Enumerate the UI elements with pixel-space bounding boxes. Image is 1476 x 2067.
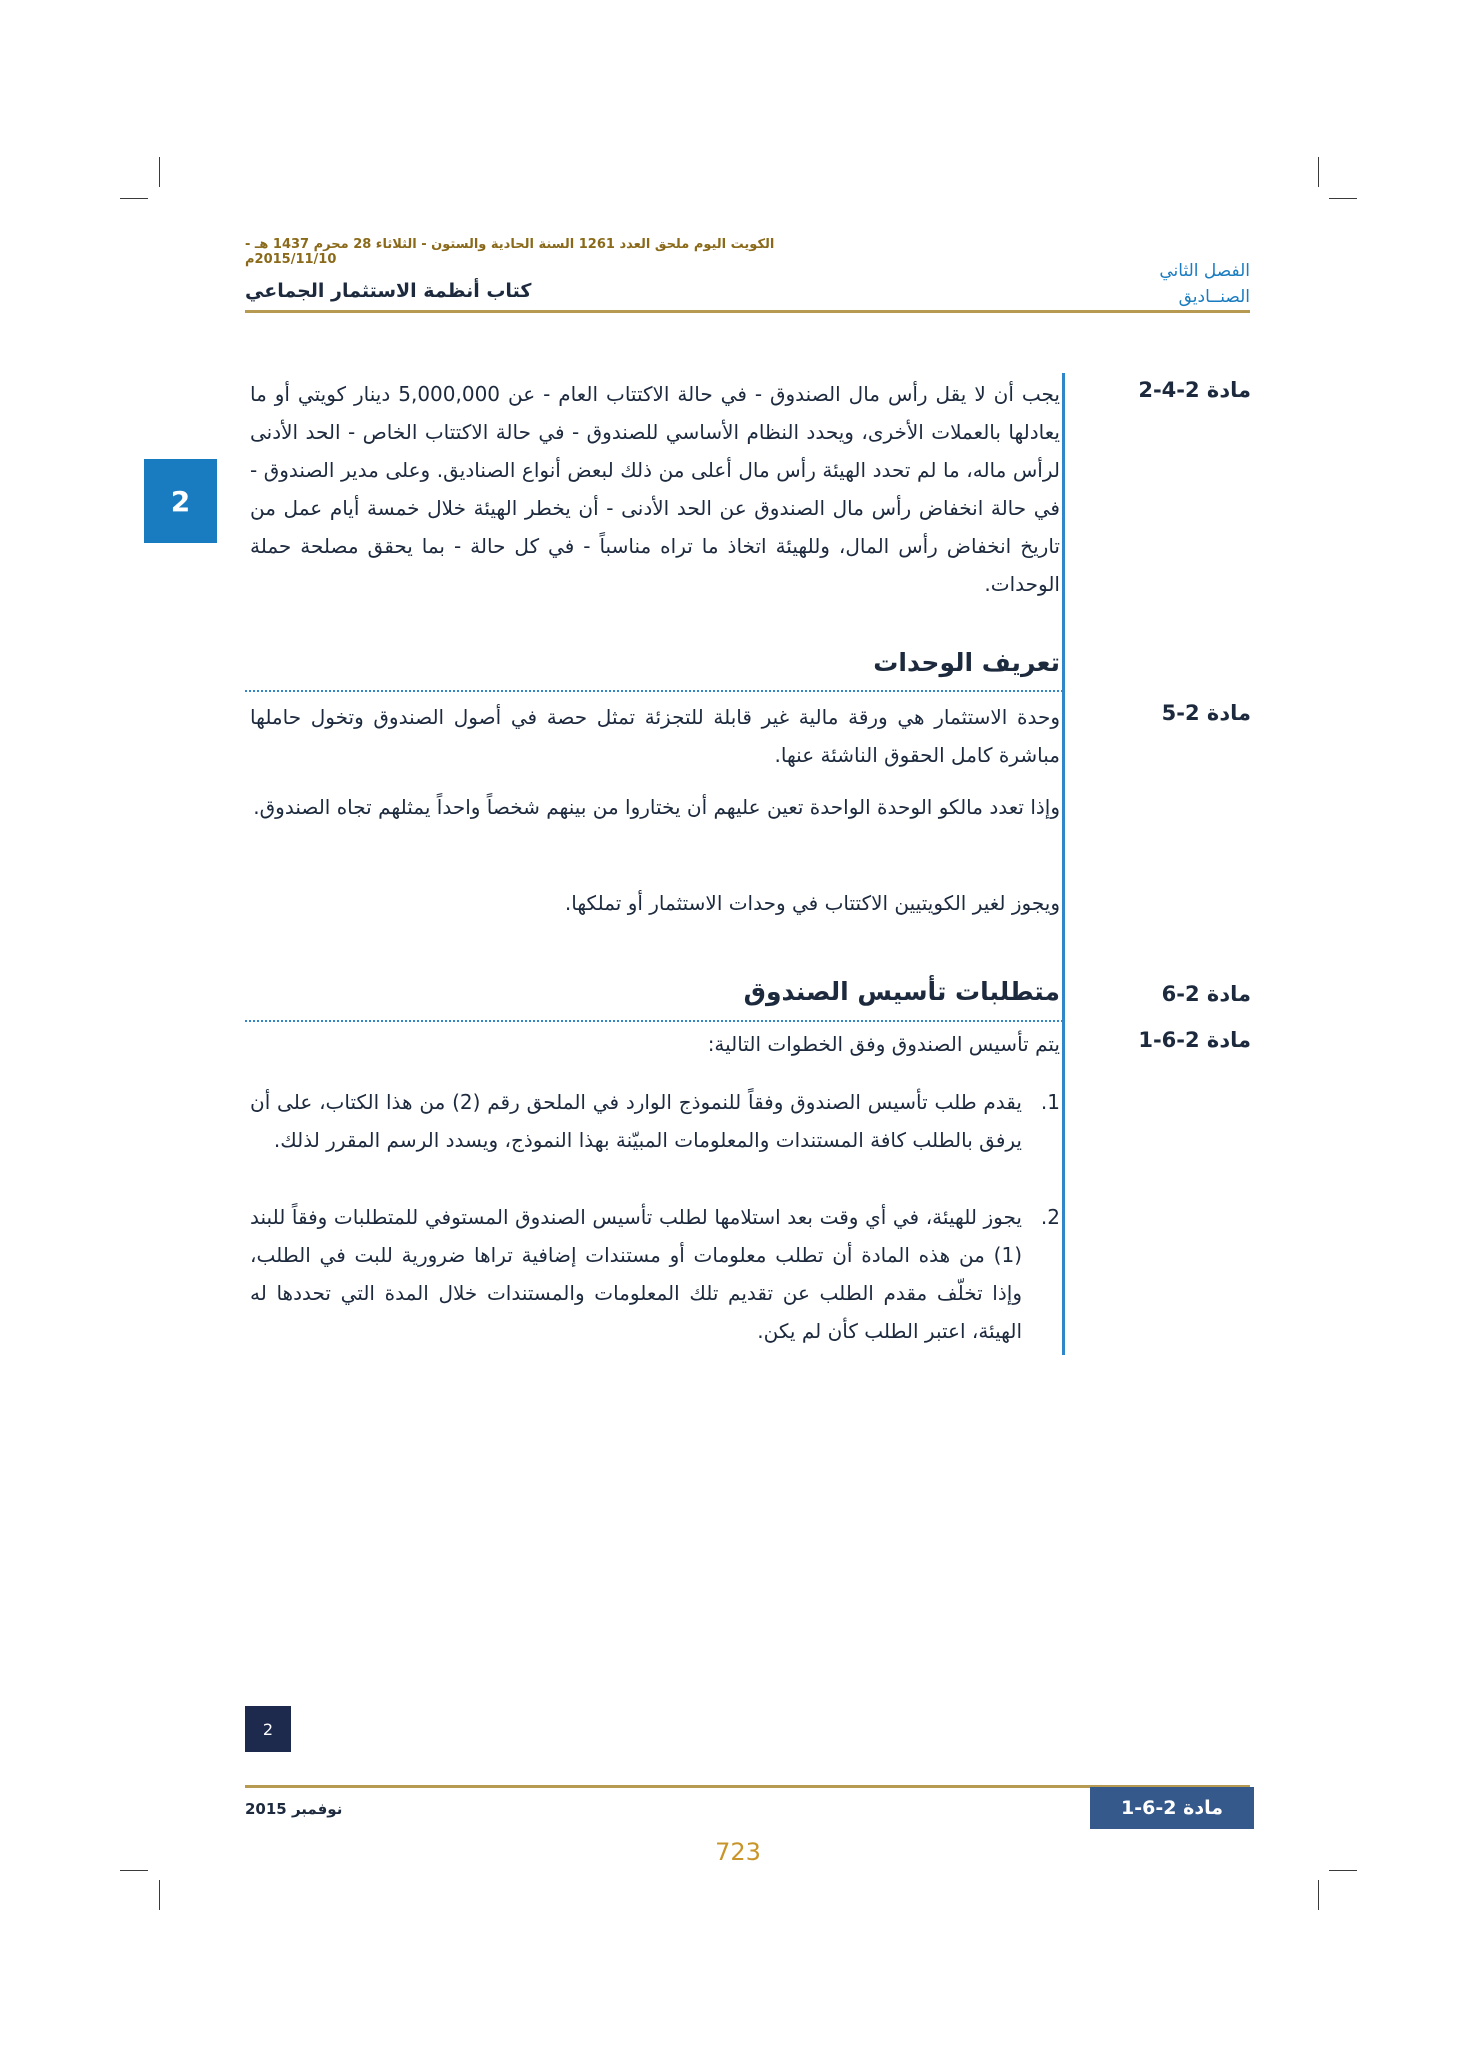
article-paragraph: يجب أن لا يقل رأس مال الصندوق - في حالة الاكتتاب العام - عن 5,000,000 دينار كويتي أو ما يعادلها بالعملات الأخرى، ويحدد النظام الأساسي للصندوق - في حالة الاكتتاب الخاص - الحد الأدنى لرأس ماله، ما لم تحدد الهيئة رأس مال أعلى من ذلك لبعض أنواع الصناديق. وعلى مدير الصندوق - في حالة انخفاض رأس مال الصندوق عن الحد الأدنى - أن يخطر الهيئة خلال خمسة أيام عمل من تاريخ انخفاض رأس المال، وللهيئة اتخاذ ما تراه مناسباً - في كل حالة - بما يحقق مصلحة حملة الوحدات.: [250, 382, 1060, 596]
crop-mark: [1329, 1870, 1357, 1871]
section-title: الصنــاديق: [1178, 287, 1250, 307]
article-text: [250, 884, 1060, 922]
list-number: 2.: [1040, 1205, 1060, 1229]
list-text: يجوز للهيئة، في أي وقت بعد استلامها لطلب تأسيس الصندوق المستوفي للمتطلبات وفقاً للبند (1) من هذه المادة أن تطلب معلومات أو مستندات إضافية تراها ضرورية للبت في الطلب، وإذا تخلّف مقدم الطلب عن تقديم تلك المعلومات والمستندات خلال المدة التي تحددها له الهيئة، اعتبر الطلب كأن لم يكن.: [250, 1205, 1022, 1343]
crop-mark: [159, 1880, 160, 1910]
article-label: مادة 2-4-2: [1138, 378, 1251, 402]
footer-date: نوفمبر 2015: [245, 1800, 343, 1818]
article-paragraph: وإذا تعدد مالكو الوحدة الواحدة تعين عليهم أن يختاروا من بينهم شخصاً واحداً يمثلهم تجاه الصندوق.: [253, 795, 1060, 819]
crop-mark: [1318, 1880, 1319, 1910]
chapter-page-box: 2: [245, 1706, 291, 1752]
chapter-title: الفصل الثاني: [1159, 261, 1250, 281]
chapter-header: [1159, 258, 1250, 310]
gazette-line: الكويت اليوم ملحق العدد 1261 السنة الحادية والستون - الثلاثاء 28 محرم 1437 هـ - 2015/11/10م: [245, 237, 775, 267]
page-number: 723: [715, 1838, 761, 1866]
article-text: [250, 788, 1060, 826]
article-paragraph: يتم تأسيس الصندوق وفق الخطوات التالية:: [707, 1032, 1060, 1056]
chapter-side-tab: 2: [144, 459, 217, 543]
article-paragraph: وحدة الاستثمار هي ورقة مالية غير قابلة للتجزئة تمثل حصة في أصول الصندوق وتخول حاملها مباشرة كامل الحقوق الناشئة عنها.: [250, 705, 1060, 767]
dotted-rule: [245, 690, 1063, 692]
dotted-rule: [245, 1020, 1063, 1022]
list-item: [250, 1198, 1060, 1350]
article-text: [250, 375, 1060, 603]
footer-article-tab: مادة 2-6-1: [1090, 1787, 1254, 1829]
list-item: [250, 1083, 1060, 1159]
crop-mark: [1318, 157, 1319, 187]
article-paragraph: ويجوز لغير الكويتيين الاكتتاب في وحدات الاستثمار أو تملكها.: [564, 891, 1060, 915]
crop-mark: [159, 157, 160, 187]
article-intro: [250, 1025, 1060, 1063]
book-title: كتاب أنظمة الاستثمار الجماعي: [245, 280, 532, 302]
article-label: مادة 2-6-1: [1138, 1028, 1251, 1052]
section-heading: متطلبات تأسيس الصندوق: [743, 977, 1060, 1006]
crop-mark: [1329, 198, 1357, 199]
crop-mark: [120, 1870, 148, 1871]
content-divider: [1062, 373, 1065, 1355]
crop-mark: [120, 198, 148, 199]
list-number: 1.: [1040, 1090, 1060, 1114]
article-label: مادة 2-6: [1161, 982, 1251, 1006]
section-heading: تعريف الوحدات: [873, 648, 1060, 677]
article-text: [250, 698, 1060, 774]
list-text: يقدم طلب تأسيس الصندوق وفقاً للنموذج الوارد في الملحق رقم (2) من هذا الكتاب، على أن يرفق بالطلب كافة المستندات والمعلومات المبيّنة بهذا النموذج، ويسدد الرسم المقرر لذلك.: [250, 1090, 1022, 1152]
header-rule: [245, 310, 1250, 313]
article-label: مادة 2-5: [1161, 701, 1251, 725]
